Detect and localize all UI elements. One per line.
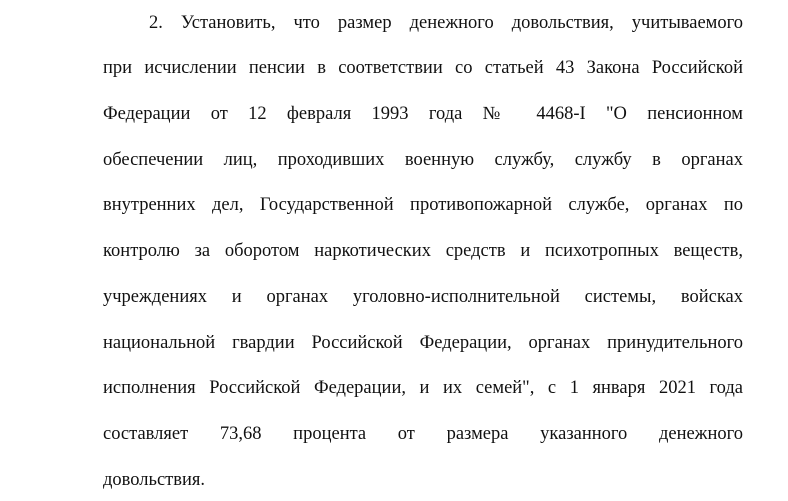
paragraph-line-11: довольствия. [103, 470, 206, 490]
paragraph-line-2: при исчислении пенсии в соответствии со статьей 43 Закона Российской [103, 58, 743, 78]
paragraph-line-7: учреждениях и органах уголовно-исполнительной системы, войсках [103, 287, 743, 307]
paragraph-line-1: 2. Установить, что размер денежного довольствия, учитываемого [149, 13, 743, 33]
paragraph-line-8: национальной гвардии Российской Федерации, органах принудительного [103, 333, 743, 353]
paragraph-line-10: составляет 73,68 процента от размера указанного денежного [103, 424, 743, 444]
paragraph-line-4: обеспечении лиц, проходивших военную службу, службу в органах [103, 150, 743, 170]
paragraph-line-3: Федерации от 12 февраля 1993 года № 4468-I "О пенсионном [103, 104, 743, 124]
paragraph-line-5: внутренних дел, Государственной противопожарной службе, органах по [103, 195, 743, 215]
paragraph-line-6: контролю за оборотом наркотических средств и психотропных веществ, [103, 241, 743, 261]
paragraph-line-9: исполнения Российской Федерации, и их семей", с 1 января 2021 года [103, 378, 743, 398]
